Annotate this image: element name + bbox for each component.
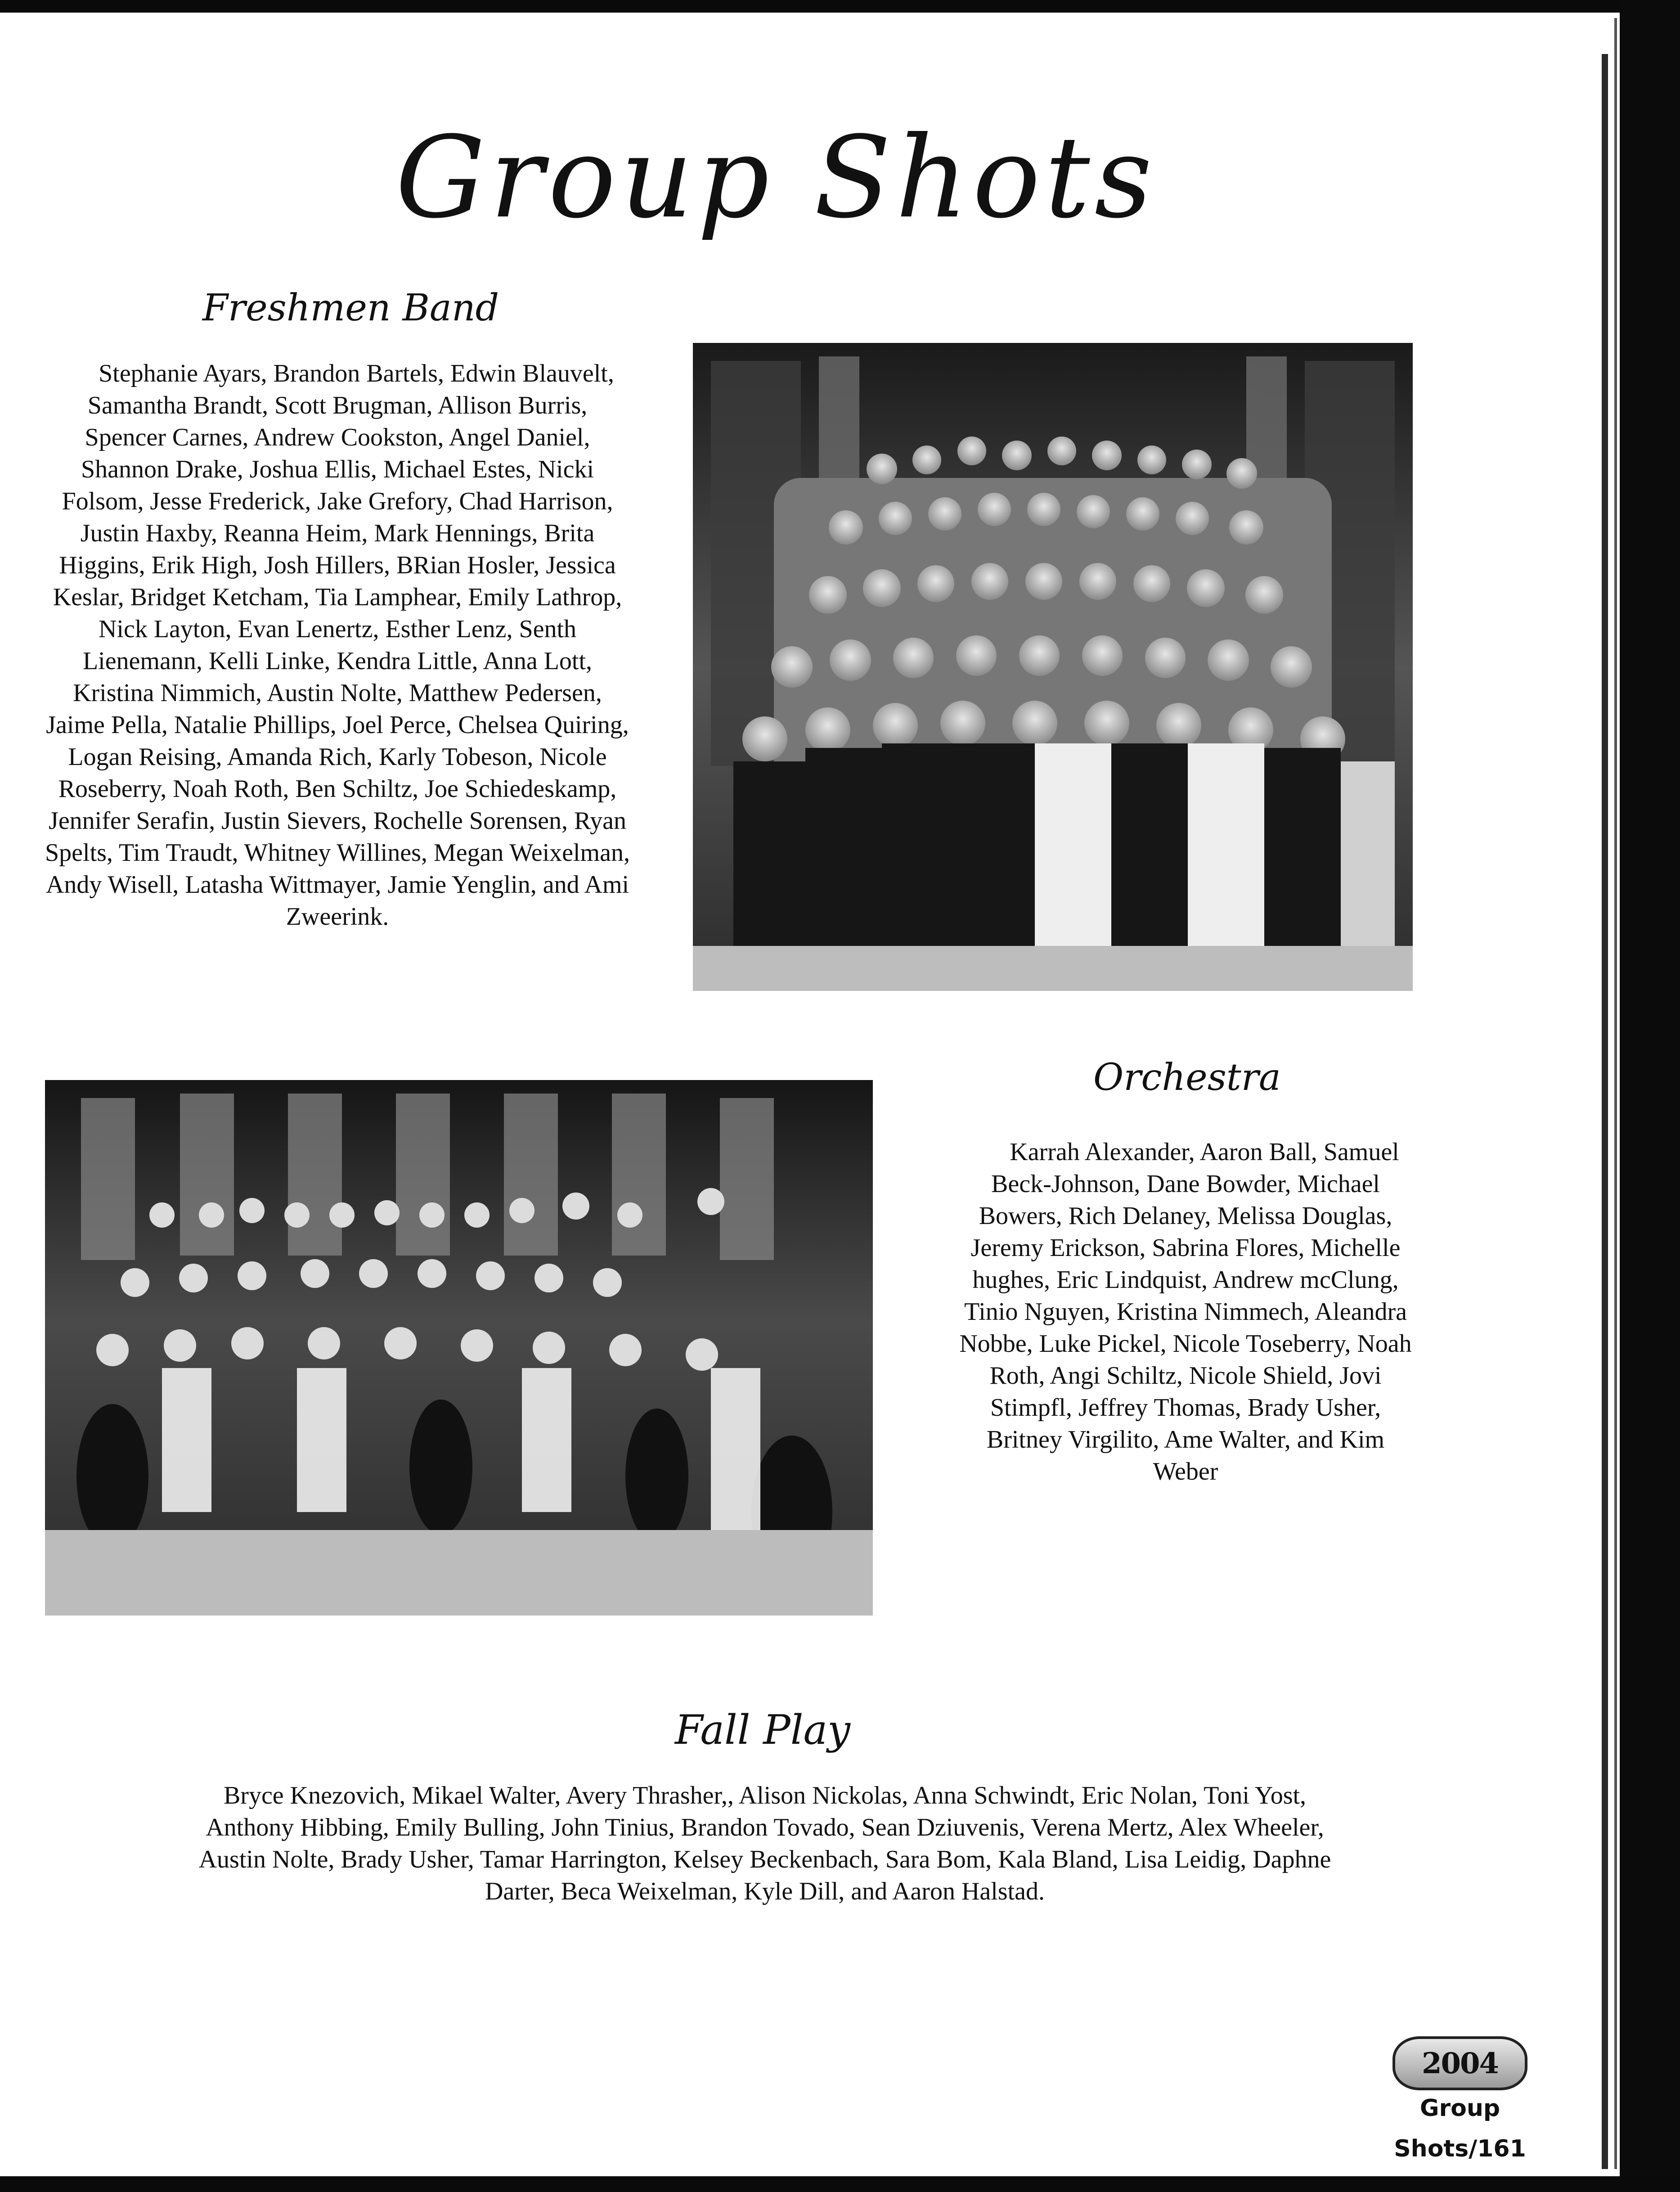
yearbook-year-text: 2004 bbox=[1421, 2046, 1499, 2080]
scan-border-right-inner bbox=[1602, 54, 1608, 2169]
fall-play-heading: Fall Play bbox=[675, 1706, 851, 1754]
freshmen-band-heading: Freshmen Band bbox=[202, 287, 499, 329]
orchestra-photo bbox=[45, 1080, 873, 1616]
freshmen-band-photo-art bbox=[693, 343, 1413, 991]
page-folio: Group Shots/161 bbox=[1394, 2095, 1526, 2162]
scan-border-top bbox=[0, 0, 1680, 13]
yearbook-year-logo bbox=[1393, 2036, 1527, 2090]
freshmen-band-names: Stephanie Ayars, Brandon Bartels, Edwin Blauvelt, Samantha Brandt, Scott Brugman, Allison Burris, Spencer Carnes, Andrew Cookston, Angel Daniel, Shannon Drake, Joshua Ellis, Michael Estes, Nicki Folsom, Jesse Frederick, Jake Grefory, Chad Harrison, Justin Haxby, Reanna Heim, Mark Hennings, Brita Higgins, Erik High, Josh Hillers, BRian Hosler, Jessica Keslar, Bridget Ketcham, Tia Lamphear, Emily Lathrop, Nick Layton, Evan Lenertz, Esther Lenz, Senth Lienemann, Kelli Linke, Kendra Little, Anna Lott, Kristina Nimmich, Austin Nolte, Matthew Pedersen, Jaime Pella, Natalie Phillips, Joel Perce, Chelsea Quiring, Logan Reising, Amanda Rich, Karly Tobeson, Nicole Roseberry, Noah Roth, Ben Schiltz, Joe Schiedeskamp, Jennifer Serafin, Justin Sievers, Rochelle Sorensen, Ryan Spelts, Tim Traudt, Whitney Willines, Megan Weixelman, Andy Wisell, Latasha Wittmayer, Jamie Yenglin, and Ami Zweerink. bbox=[45, 360, 630, 931]
page-spine-line bbox=[1614, 18, 1617, 2169]
freshmen-band-photo bbox=[693, 343, 1413, 991]
fall-play-names: Bryce Knezovich, Mikael Walter, Avery Thrasher,, Alison Nickolas, Anna Schwindt, Eric Nolan, Toni Yost, Anthony Hibbing, Emily Bulling, John Tinius, Brandon Tovado, Sean Dziuvenis, Verena Mertz, Alex Wheeler, Austin Nolte, Brady Usher, Tamar Harrington, Kelsey Beckenbach, Sara Bom, Kala Bland, Lisa Leidig, Daphne Darter, Beca Weixelman, Kyle Dill, and Aaron Halstad. bbox=[198, 1782, 1331, 1905]
page-title: Group Shots bbox=[395, 112, 1157, 243]
scan-border-right bbox=[1620, 0, 1680, 2192]
scan-border-bottom bbox=[0, 2176, 1680, 2192]
orchestra-names: Karrah Alexander, Aaron Ball, Samuel Beck-Johnson, Dane Bowder, Michael Bowers, Rich Delaney, Melissa Douglas, Jeremy Erickson, Sabrina Flores, Michelle hughes, Eric Lindquist, Andrew mcClung, Tinio Nguyen, Kristina Nimmech, Aleandra Nobbe, Luke Pickel, Nicole Toseberry, Noah Roth, Angi Schiltz, Nicole Shield, Jovi Stimpfl, Jeffrey Thomas, Brady Usher, Britney Virgilito, Ame Walter, and Kim Weber bbox=[959, 1138, 1412, 1485]
orchestra-photo-art bbox=[45, 1080, 873, 1616]
orchestra-heading: Orchestra bbox=[1093, 1056, 1281, 1099]
